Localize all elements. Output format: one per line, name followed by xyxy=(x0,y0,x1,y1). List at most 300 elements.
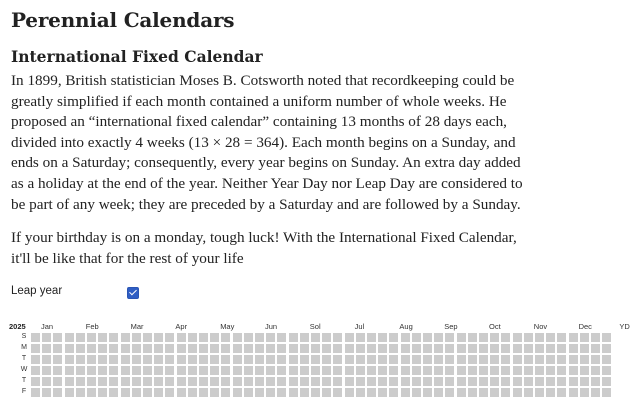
day-cell[interactable] xyxy=(31,344,40,353)
day-cell[interactable] xyxy=(490,344,499,353)
day-cell[interactable] xyxy=(468,333,477,342)
day-cell[interactable] xyxy=(199,377,208,386)
day-cell[interactable] xyxy=(389,366,398,375)
day-cell[interactable] xyxy=(255,377,264,386)
day-cell[interactable] xyxy=(602,388,611,397)
day-cell[interactable] xyxy=(401,366,410,375)
day-cell[interactable] xyxy=(445,377,454,386)
day-cell[interactable] xyxy=(367,333,376,342)
day-cell[interactable] xyxy=(591,377,600,386)
day-cell[interactable] xyxy=(602,344,611,353)
day-cell[interactable] xyxy=(490,366,499,375)
day-cell[interactable] xyxy=(524,333,533,342)
day-cell[interactable] xyxy=(300,344,309,353)
day-cell[interactable] xyxy=(345,344,354,353)
day-cell[interactable] xyxy=(289,344,298,353)
day-cell[interactable] xyxy=(255,333,264,342)
day-cell[interactable] xyxy=(311,344,320,353)
day-cell[interactable] xyxy=(434,377,443,386)
day-cell[interactable] xyxy=(65,355,74,364)
day-cell[interactable] xyxy=(188,366,197,375)
day-cell[interactable] xyxy=(412,355,421,364)
day-cell[interactable] xyxy=(580,366,589,375)
day-cell[interactable] xyxy=(389,377,398,386)
day-cell[interactable] xyxy=(401,388,410,397)
day-cell[interactable] xyxy=(132,377,141,386)
day-cell[interactable] xyxy=(98,333,107,342)
day-cell[interactable] xyxy=(333,388,342,397)
day-cell[interactable] xyxy=(501,344,510,353)
day-cell[interactable] xyxy=(210,377,219,386)
day-cell[interactable] xyxy=(501,377,510,386)
day-cell[interactable] xyxy=(580,377,589,386)
day-cell[interactable] xyxy=(154,377,163,386)
day-cell[interactable] xyxy=(401,377,410,386)
day-cell[interactable] xyxy=(557,388,566,397)
day-cell[interactable] xyxy=(378,344,387,353)
day-cell[interactable] xyxy=(557,366,566,375)
day-cell[interactable] xyxy=(457,366,466,375)
day-cell[interactable] xyxy=(233,333,242,342)
day-cell[interactable] xyxy=(311,377,320,386)
day-cell[interactable] xyxy=(602,355,611,364)
day-cell[interactable] xyxy=(535,344,544,353)
day-cell[interactable] xyxy=(53,355,62,364)
day-cell[interactable] xyxy=(244,366,253,375)
day-cell[interactable] xyxy=(98,388,107,397)
day-cell[interactable] xyxy=(199,388,208,397)
day-cell[interactable] xyxy=(591,388,600,397)
day-cell[interactable] xyxy=(188,355,197,364)
day-cell[interactable] xyxy=(233,377,242,386)
day-cell[interactable] xyxy=(367,344,376,353)
day-cell[interactable] xyxy=(457,355,466,364)
day-cell[interactable] xyxy=(445,388,454,397)
day-cell[interactable] xyxy=(121,344,130,353)
day-cell[interactable] xyxy=(389,355,398,364)
day-cell[interactable] xyxy=(233,366,242,375)
day-cell[interactable] xyxy=(580,344,589,353)
day-cell[interactable] xyxy=(300,377,309,386)
day-cell[interactable] xyxy=(132,333,141,342)
day-cell[interactable] xyxy=(322,355,331,364)
day-cell[interactable] xyxy=(569,355,578,364)
day-cell[interactable] xyxy=(378,333,387,342)
day-cell[interactable] xyxy=(244,388,253,397)
day-cell[interactable] xyxy=(546,388,555,397)
day-cell[interactable] xyxy=(311,333,320,342)
day-cell[interactable] xyxy=(87,344,96,353)
day-cell[interactable] xyxy=(221,377,230,386)
day-cell[interactable] xyxy=(233,344,242,353)
day-cell[interactable] xyxy=(378,388,387,397)
day-cell[interactable] xyxy=(109,377,118,386)
day-cell[interactable] xyxy=(345,366,354,375)
day-cell[interactable] xyxy=(76,388,85,397)
day-cell[interactable] xyxy=(557,333,566,342)
day-cell[interactable] xyxy=(165,355,174,364)
day-cell[interactable] xyxy=(524,377,533,386)
day-cell[interactable] xyxy=(557,355,566,364)
day-cell[interactable] xyxy=(31,388,40,397)
day-cell[interactable] xyxy=(423,366,432,375)
day-cell[interactable] xyxy=(434,366,443,375)
day-cell[interactable] xyxy=(445,355,454,364)
day-cell[interactable] xyxy=(580,355,589,364)
day-cell[interactable] xyxy=(289,377,298,386)
day-cell[interactable] xyxy=(177,366,186,375)
day-cell[interactable] xyxy=(479,388,488,397)
day-cell[interactable] xyxy=(76,366,85,375)
day-cell[interactable] xyxy=(300,355,309,364)
day-cell[interactable] xyxy=(221,333,230,342)
day-cell[interactable] xyxy=(165,333,174,342)
day-cell[interactable] xyxy=(524,355,533,364)
day-cell[interactable] xyxy=(345,377,354,386)
day-cell[interactable] xyxy=(42,344,51,353)
day-cell[interactable] xyxy=(322,388,331,397)
day-cell[interactable] xyxy=(333,377,342,386)
day-cell[interactable] xyxy=(490,355,499,364)
day-cell[interactable] xyxy=(210,333,219,342)
day-cell[interactable] xyxy=(468,355,477,364)
day-cell[interactable] xyxy=(300,333,309,342)
day-cell[interactable] xyxy=(199,344,208,353)
day-cell[interactable] xyxy=(535,355,544,364)
day-cell[interactable] xyxy=(255,355,264,364)
day-cell[interactable] xyxy=(401,344,410,353)
day-cell[interactable] xyxy=(333,366,342,375)
day-cell[interactable] xyxy=(277,377,286,386)
day-cell[interactable] xyxy=(569,377,578,386)
day-cell[interactable] xyxy=(423,344,432,353)
day-cell[interactable] xyxy=(165,344,174,353)
day-cell[interactable] xyxy=(445,366,454,375)
day-cell[interactable] xyxy=(356,377,365,386)
day-cell[interactable] xyxy=(524,366,533,375)
day-cell[interactable] xyxy=(188,388,197,397)
day-cell[interactable] xyxy=(345,333,354,342)
day-cell[interactable] xyxy=(244,344,253,353)
day-cell[interactable] xyxy=(401,333,410,342)
day-cell[interactable] xyxy=(412,388,421,397)
day-cell[interactable] xyxy=(188,344,197,353)
day-cell[interactable] xyxy=(322,344,331,353)
day-cell[interactable] xyxy=(501,388,510,397)
day-cell[interactable] xyxy=(535,366,544,375)
leap-year-checkbox[interactable] xyxy=(127,287,139,299)
day-cell[interactable] xyxy=(513,355,522,364)
day-cell[interactable] xyxy=(53,333,62,342)
day-cell[interactable] xyxy=(221,355,230,364)
day-cell[interactable] xyxy=(367,355,376,364)
day-cell[interactable] xyxy=(42,388,51,397)
day-cell[interactable] xyxy=(501,333,510,342)
day-cell[interactable] xyxy=(154,366,163,375)
day-cell[interactable] xyxy=(132,355,141,364)
day-cell[interactable] xyxy=(389,388,398,397)
day-cell[interactable] xyxy=(199,333,208,342)
day-cell[interactable] xyxy=(367,377,376,386)
day-cell[interactable] xyxy=(244,377,253,386)
day-cell[interactable] xyxy=(457,333,466,342)
day-cell[interactable] xyxy=(98,377,107,386)
day-cell[interactable] xyxy=(345,388,354,397)
day-cell[interactable] xyxy=(546,355,555,364)
day-cell[interactable] xyxy=(602,333,611,342)
day-cell[interactable] xyxy=(143,377,152,386)
day-cell[interactable] xyxy=(513,366,522,375)
day-cell[interactable] xyxy=(591,366,600,375)
day-cell[interactable] xyxy=(501,366,510,375)
day-cell[interactable] xyxy=(210,355,219,364)
day-cell[interactable] xyxy=(266,366,275,375)
day-cell[interactable] xyxy=(109,344,118,353)
day-cell[interactable] xyxy=(434,344,443,353)
day-cell[interactable] xyxy=(412,344,421,353)
day-cell[interactable] xyxy=(109,366,118,375)
day-cell[interactable] xyxy=(322,377,331,386)
day-cell[interactable] xyxy=(87,377,96,386)
day-cell[interactable] xyxy=(468,388,477,397)
day-cell[interactable] xyxy=(289,355,298,364)
day-cell[interactable] xyxy=(490,388,499,397)
day-cell[interactable] xyxy=(389,344,398,353)
day-cell[interactable] xyxy=(333,355,342,364)
day-cell[interactable] xyxy=(132,366,141,375)
day-cell[interactable] xyxy=(65,333,74,342)
day-cell[interactable] xyxy=(445,333,454,342)
day-cell[interactable] xyxy=(177,333,186,342)
day-cell[interactable] xyxy=(277,388,286,397)
day-cell[interactable] xyxy=(65,388,74,397)
day-cell[interactable] xyxy=(602,377,611,386)
day-cell[interactable] xyxy=(457,388,466,397)
day-cell[interactable] xyxy=(277,344,286,353)
day-cell[interactable] xyxy=(580,333,589,342)
day-cell[interactable] xyxy=(53,377,62,386)
day-cell[interactable] xyxy=(356,355,365,364)
day-cell[interactable] xyxy=(31,355,40,364)
day-cell[interactable] xyxy=(244,355,253,364)
day-cell[interactable] xyxy=(300,366,309,375)
day-cell[interactable] xyxy=(378,377,387,386)
day-cell[interactable] xyxy=(42,377,51,386)
day-cell[interactable] xyxy=(98,366,107,375)
day-cell[interactable] xyxy=(524,388,533,397)
day-cell[interactable] xyxy=(356,366,365,375)
day-cell[interactable] xyxy=(76,333,85,342)
day-cell[interactable] xyxy=(65,366,74,375)
day-cell[interactable] xyxy=(109,333,118,342)
day-cell[interactable] xyxy=(569,333,578,342)
day-cell[interactable] xyxy=(479,344,488,353)
day-cell[interactable] xyxy=(87,355,96,364)
day-cell[interactable] xyxy=(31,377,40,386)
day-cell[interactable] xyxy=(546,344,555,353)
day-cell[interactable] xyxy=(557,344,566,353)
day-cell[interactable] xyxy=(143,366,152,375)
day-cell[interactable] xyxy=(479,333,488,342)
day-cell[interactable] xyxy=(165,366,174,375)
day-cell[interactable] xyxy=(53,344,62,353)
day-cell[interactable] xyxy=(479,366,488,375)
day-cell[interactable] xyxy=(535,377,544,386)
day-cell[interactable] xyxy=(188,377,197,386)
day-cell[interactable] xyxy=(53,388,62,397)
day-cell[interactable] xyxy=(132,344,141,353)
day-cell[interactable] xyxy=(546,377,555,386)
day-cell[interactable] xyxy=(356,388,365,397)
day-cell[interactable] xyxy=(423,355,432,364)
day-cell[interactable] xyxy=(591,333,600,342)
day-cell[interactable] xyxy=(121,355,130,364)
day-cell[interactable] xyxy=(322,366,331,375)
day-cell[interactable] xyxy=(569,388,578,397)
day-cell[interactable] xyxy=(76,355,85,364)
day-cell[interactable] xyxy=(266,344,275,353)
day-cell[interactable] xyxy=(154,344,163,353)
day-cell[interactable] xyxy=(513,333,522,342)
day-cell[interactable] xyxy=(501,355,510,364)
day-cell[interactable] xyxy=(221,388,230,397)
day-cell[interactable] xyxy=(143,344,152,353)
day-cell[interactable] xyxy=(42,366,51,375)
day-cell[interactable] xyxy=(266,388,275,397)
day-cell[interactable] xyxy=(233,355,242,364)
day-cell[interactable] xyxy=(524,344,533,353)
day-cell[interactable] xyxy=(255,388,264,397)
day-cell[interactable] xyxy=(333,344,342,353)
day-cell[interactable] xyxy=(132,388,141,397)
day-cell[interactable] xyxy=(580,388,589,397)
day-cell[interactable] xyxy=(591,344,600,353)
day-cell[interactable] xyxy=(490,377,499,386)
day-cell[interactable] xyxy=(569,366,578,375)
day-cell[interactable] xyxy=(479,377,488,386)
day-cell[interactable] xyxy=(244,333,253,342)
day-cell[interactable] xyxy=(311,355,320,364)
day-cell[interactable] xyxy=(356,344,365,353)
day-cell[interactable] xyxy=(412,377,421,386)
day-cell[interactable] xyxy=(143,333,152,342)
day-cell[interactable] xyxy=(65,377,74,386)
day-cell[interactable] xyxy=(87,333,96,342)
day-cell[interactable] xyxy=(154,333,163,342)
day-cell[interactable] xyxy=(434,355,443,364)
day-cell[interactable] xyxy=(42,333,51,342)
day-cell[interactable] xyxy=(367,366,376,375)
day-cell[interactable] xyxy=(109,388,118,397)
day-cell[interactable] xyxy=(300,388,309,397)
day-cell[interactable] xyxy=(546,366,555,375)
day-cell[interactable] xyxy=(513,388,522,397)
day-cell[interactable] xyxy=(121,377,130,386)
day-cell[interactable] xyxy=(423,377,432,386)
day-cell[interactable] xyxy=(87,366,96,375)
day-cell[interactable] xyxy=(121,388,130,397)
day-cell[interactable] xyxy=(546,333,555,342)
day-cell[interactable] xyxy=(389,333,398,342)
day-cell[interactable] xyxy=(87,388,96,397)
day-cell[interactable] xyxy=(199,355,208,364)
day-cell[interactable] xyxy=(210,344,219,353)
day-cell[interactable] xyxy=(53,366,62,375)
day-cell[interactable] xyxy=(98,344,107,353)
day-cell[interactable] xyxy=(557,377,566,386)
day-cell[interactable] xyxy=(221,344,230,353)
day-cell[interactable] xyxy=(210,366,219,375)
day-cell[interactable] xyxy=(266,355,275,364)
day-cell[interactable] xyxy=(143,388,152,397)
day-cell[interactable] xyxy=(143,355,152,364)
day-cell[interactable] xyxy=(98,355,107,364)
day-cell[interactable] xyxy=(76,377,85,386)
day-cell[interactable] xyxy=(277,366,286,375)
day-cell[interactable] xyxy=(289,366,298,375)
day-cell[interactable] xyxy=(513,344,522,353)
day-cell[interactable] xyxy=(266,377,275,386)
day-cell[interactable] xyxy=(165,388,174,397)
day-cell[interactable] xyxy=(378,366,387,375)
day-cell[interactable] xyxy=(457,377,466,386)
day-cell[interactable] xyxy=(457,344,466,353)
day-cell[interactable] xyxy=(121,333,130,342)
day-cell[interactable] xyxy=(345,355,354,364)
day-cell[interactable] xyxy=(356,333,365,342)
day-cell[interactable] xyxy=(266,333,275,342)
day-cell[interactable] xyxy=(177,344,186,353)
day-cell[interactable] xyxy=(109,355,118,364)
day-cell[interactable] xyxy=(479,355,488,364)
day-cell[interactable] xyxy=(188,333,197,342)
day-cell[interactable] xyxy=(42,355,51,364)
day-cell[interactable] xyxy=(378,355,387,364)
day-cell[interactable] xyxy=(154,388,163,397)
day-cell[interactable] xyxy=(591,355,600,364)
day-cell[interactable] xyxy=(468,344,477,353)
day-cell[interactable] xyxy=(289,388,298,397)
day-cell[interactable] xyxy=(367,388,376,397)
day-cell[interactable] xyxy=(401,355,410,364)
day-cell[interactable] xyxy=(513,377,522,386)
day-cell[interactable] xyxy=(434,333,443,342)
day-cell[interactable] xyxy=(569,344,578,353)
day-cell[interactable] xyxy=(221,366,230,375)
day-cell[interactable] xyxy=(333,333,342,342)
day-cell[interactable] xyxy=(210,388,219,397)
day-cell[interactable] xyxy=(65,344,74,353)
day-cell[interactable] xyxy=(445,344,454,353)
day-cell[interactable] xyxy=(490,333,499,342)
day-cell[interactable] xyxy=(255,344,264,353)
day-cell[interactable] xyxy=(468,377,477,386)
day-cell[interactable] xyxy=(289,333,298,342)
day-cell[interactable] xyxy=(277,333,286,342)
day-cell[interactable] xyxy=(602,366,611,375)
day-cell[interactable] xyxy=(311,388,320,397)
day-cell[interactable] xyxy=(31,333,40,342)
day-cell[interactable] xyxy=(76,344,85,353)
day-cell[interactable] xyxy=(177,377,186,386)
day-cell[interactable] xyxy=(434,388,443,397)
day-cell[interactable] xyxy=(177,388,186,397)
day-cell[interactable] xyxy=(199,366,208,375)
day-cell[interactable] xyxy=(255,366,264,375)
day-cell[interactable] xyxy=(412,366,421,375)
day-cell[interactable] xyxy=(31,366,40,375)
day-cell[interactable] xyxy=(233,388,242,397)
